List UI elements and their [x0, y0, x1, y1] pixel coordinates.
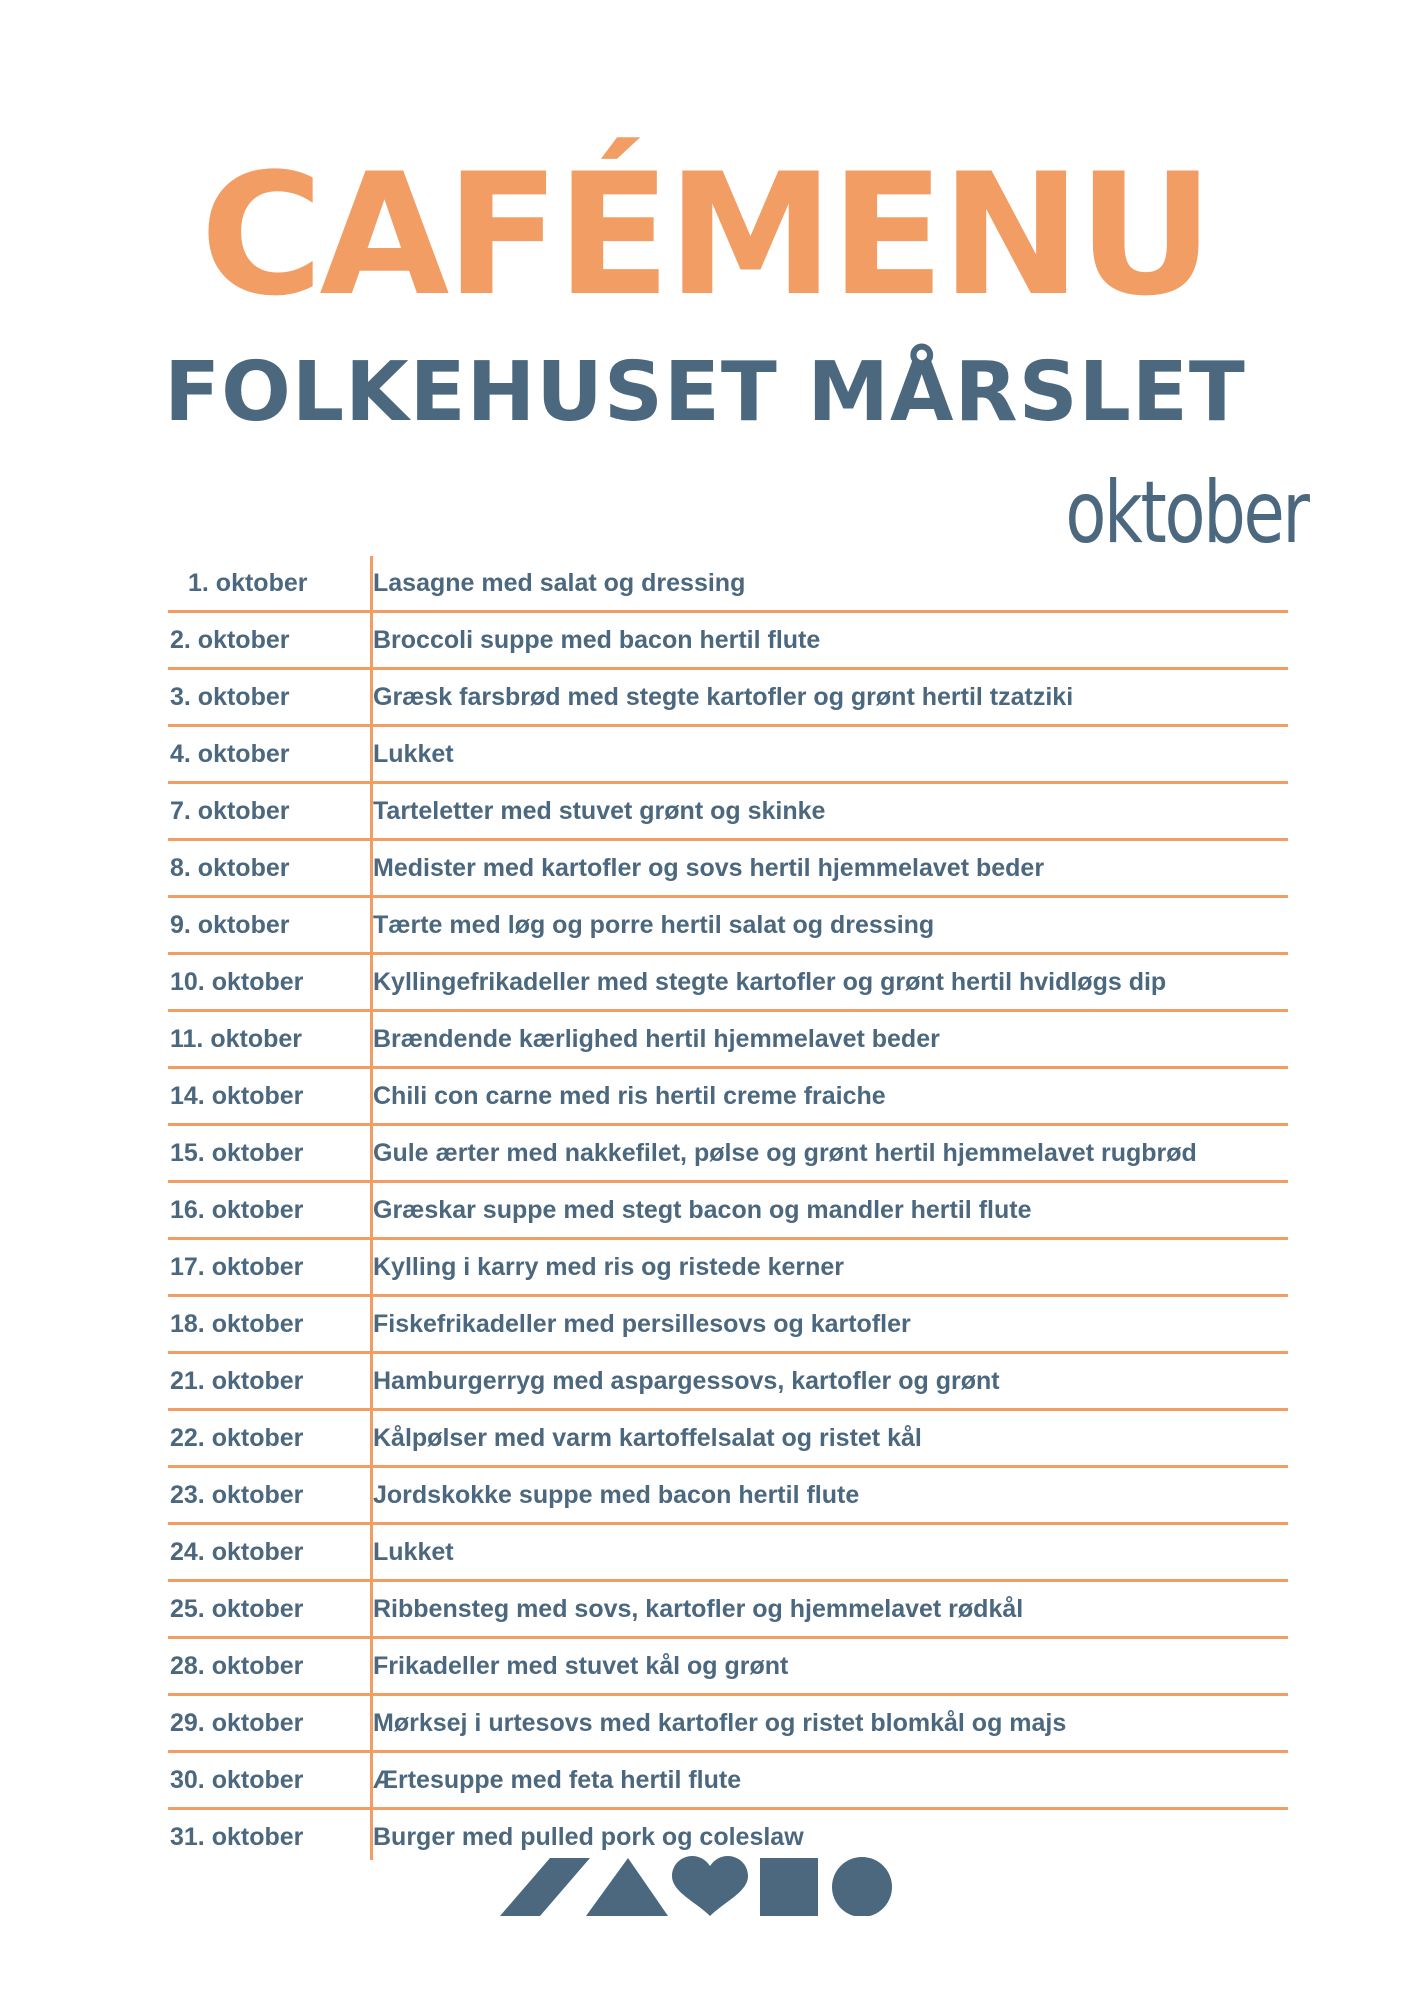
menu-dish: Fiskefrikadeller med persillesovs og kartofler	[373, 1309, 911, 1338]
menu-date: 17. oktober	[170, 1252, 304, 1281]
menu-dish: Jordskokke suppe med bacon hertil flute	[373, 1480, 860, 1509]
menu-dish: Gule ærter med nakkefilet, pølse og grønt hertil hjemmelavet rugbrød	[373, 1138, 1197, 1167]
menu-dish: Tærte med løg og porre hertil salat og dressing	[373, 910, 935, 939]
menu-date: 24. oktober	[170, 1537, 304, 1566]
heart-icon	[672, 1856, 748, 1916]
menu-date: 18. oktober	[170, 1309, 304, 1338]
menu-date: 23. oktober	[170, 1480, 304, 1509]
menu-dish: Broccoli suppe med bacon hertil flute	[373, 625, 821, 654]
menu-row	[168, 1183, 1288, 1240]
menu-date: 11. oktober	[170, 1024, 302, 1053]
menu-row	[168, 1582, 1288, 1639]
menu-date: 16. oktober	[170, 1195, 304, 1224]
menu-dish: Lasagne med salat og dressing	[373, 568, 746, 597]
menu-row	[168, 1069, 1288, 1126]
page-title: CAFÉMENU	[200, 137, 1210, 333]
menu-row	[168, 556, 1288, 613]
menu-row	[168, 1696, 1288, 1753]
menu-dish: Græsk farsbrød med stegte kartofler og grønt hertil tzatziki	[373, 682, 1074, 711]
menu-dish: Chili con carne med ris hertil creme fraiche	[373, 1081, 886, 1110]
menu-row	[168, 1753, 1288, 1810]
menu-row	[168, 1525, 1288, 1582]
menu-date: 8. oktober	[170, 853, 290, 882]
menu-date: 25. oktober	[170, 1594, 304, 1623]
menu-dish: Burger med pulled pork og coleslaw	[373, 1822, 804, 1851]
menu-date: 10. oktober	[170, 967, 304, 996]
menu-date: 4. oktober	[170, 739, 290, 768]
menu-date: 30. oktober	[170, 1765, 304, 1794]
menu-row	[168, 898, 1288, 955]
folkehuset-logo	[500, 1854, 920, 1916]
circle-icon	[832, 1857, 892, 1916]
menu-date: 9. oktober	[170, 910, 290, 939]
menu-dish: Brændende kærlighed hertil hjemmelavet beder	[373, 1024, 940, 1053]
menu-dish: Tarteletter med stuvet grønt og skinke	[373, 796, 826, 825]
menu-date: 31. oktober	[170, 1822, 304, 1851]
venue-name: FOLKEHUSET MÅRSLET	[164, 345, 1246, 440]
menu-row	[168, 1639, 1288, 1696]
menu-date: 15. oktober	[170, 1138, 304, 1167]
menu-date: 3. oktober	[170, 682, 290, 711]
menu-row	[168, 784, 1288, 841]
menu-dish: Ærtesuppe med feta hertil flute	[373, 1765, 742, 1794]
menu-date: 7. oktober	[170, 796, 290, 825]
menu-dish: Kylling i karry med ris og ristede kerner	[373, 1252, 845, 1281]
menu-date: 14. oktober	[170, 1081, 304, 1110]
menu-date: 1. oktober	[188, 568, 308, 597]
menu-row	[168, 1126, 1288, 1183]
menu-dish: Kyllingefrikadeller med stegte kartofler og grønt hertil hvidløgs dip	[373, 967, 1167, 996]
square-icon	[760, 1858, 818, 1916]
menu-date: 21. oktober	[170, 1366, 304, 1395]
month-label: oktober	[1065, 463, 1308, 563]
menu-date: 28. oktober	[170, 1651, 304, 1680]
menu-dish: Græskar suppe med stegt bacon og mandler hertil flute	[373, 1195, 1032, 1224]
menu-row	[168, 1468, 1288, 1525]
menu-row	[168, 1297, 1288, 1354]
menu-list	[168, 556, 1288, 1864]
triangle-icon	[586, 1858, 668, 1916]
menu-dish: Ribbensteg med sovs, kartofler og hjemmelavet rødkål	[373, 1594, 1024, 1623]
menu-row	[168, 1012, 1288, 1069]
menu-row	[168, 1354, 1288, 1411]
menu-row	[168, 1411, 1288, 1468]
menu-date: 2. oktober	[170, 625, 290, 654]
menu-row	[168, 1240, 1288, 1297]
menu-dish: Lukket	[373, 739, 454, 768]
menu-row	[168, 670, 1288, 727]
menu-date: 29. oktober	[170, 1708, 304, 1737]
menu-dish: Hamburgerryg med aspargessovs, kartofler og grønt	[373, 1366, 1000, 1395]
menu-dish: Frikadeller med stuvet kål og grønt	[373, 1651, 789, 1680]
menu-row	[168, 955, 1288, 1012]
menu-row	[168, 613, 1288, 670]
menu-dish: Kålpølser med varm kartoffelsalat og ristet kål	[373, 1423, 922, 1452]
menu-dish: Mørksej i urtesovs med kartofler og ristet blomkål og majs	[373, 1708, 1067, 1737]
menu-row	[168, 841, 1288, 898]
menu-dish: Medister med kartofler og sovs hertil hjemmelavet beder	[373, 853, 1045, 882]
parallelogram-icon	[500, 1858, 590, 1916]
menu-dish: Lukket	[373, 1537, 454, 1566]
menu-date: 22. oktober	[170, 1423, 304, 1452]
menu-row	[168, 727, 1288, 784]
